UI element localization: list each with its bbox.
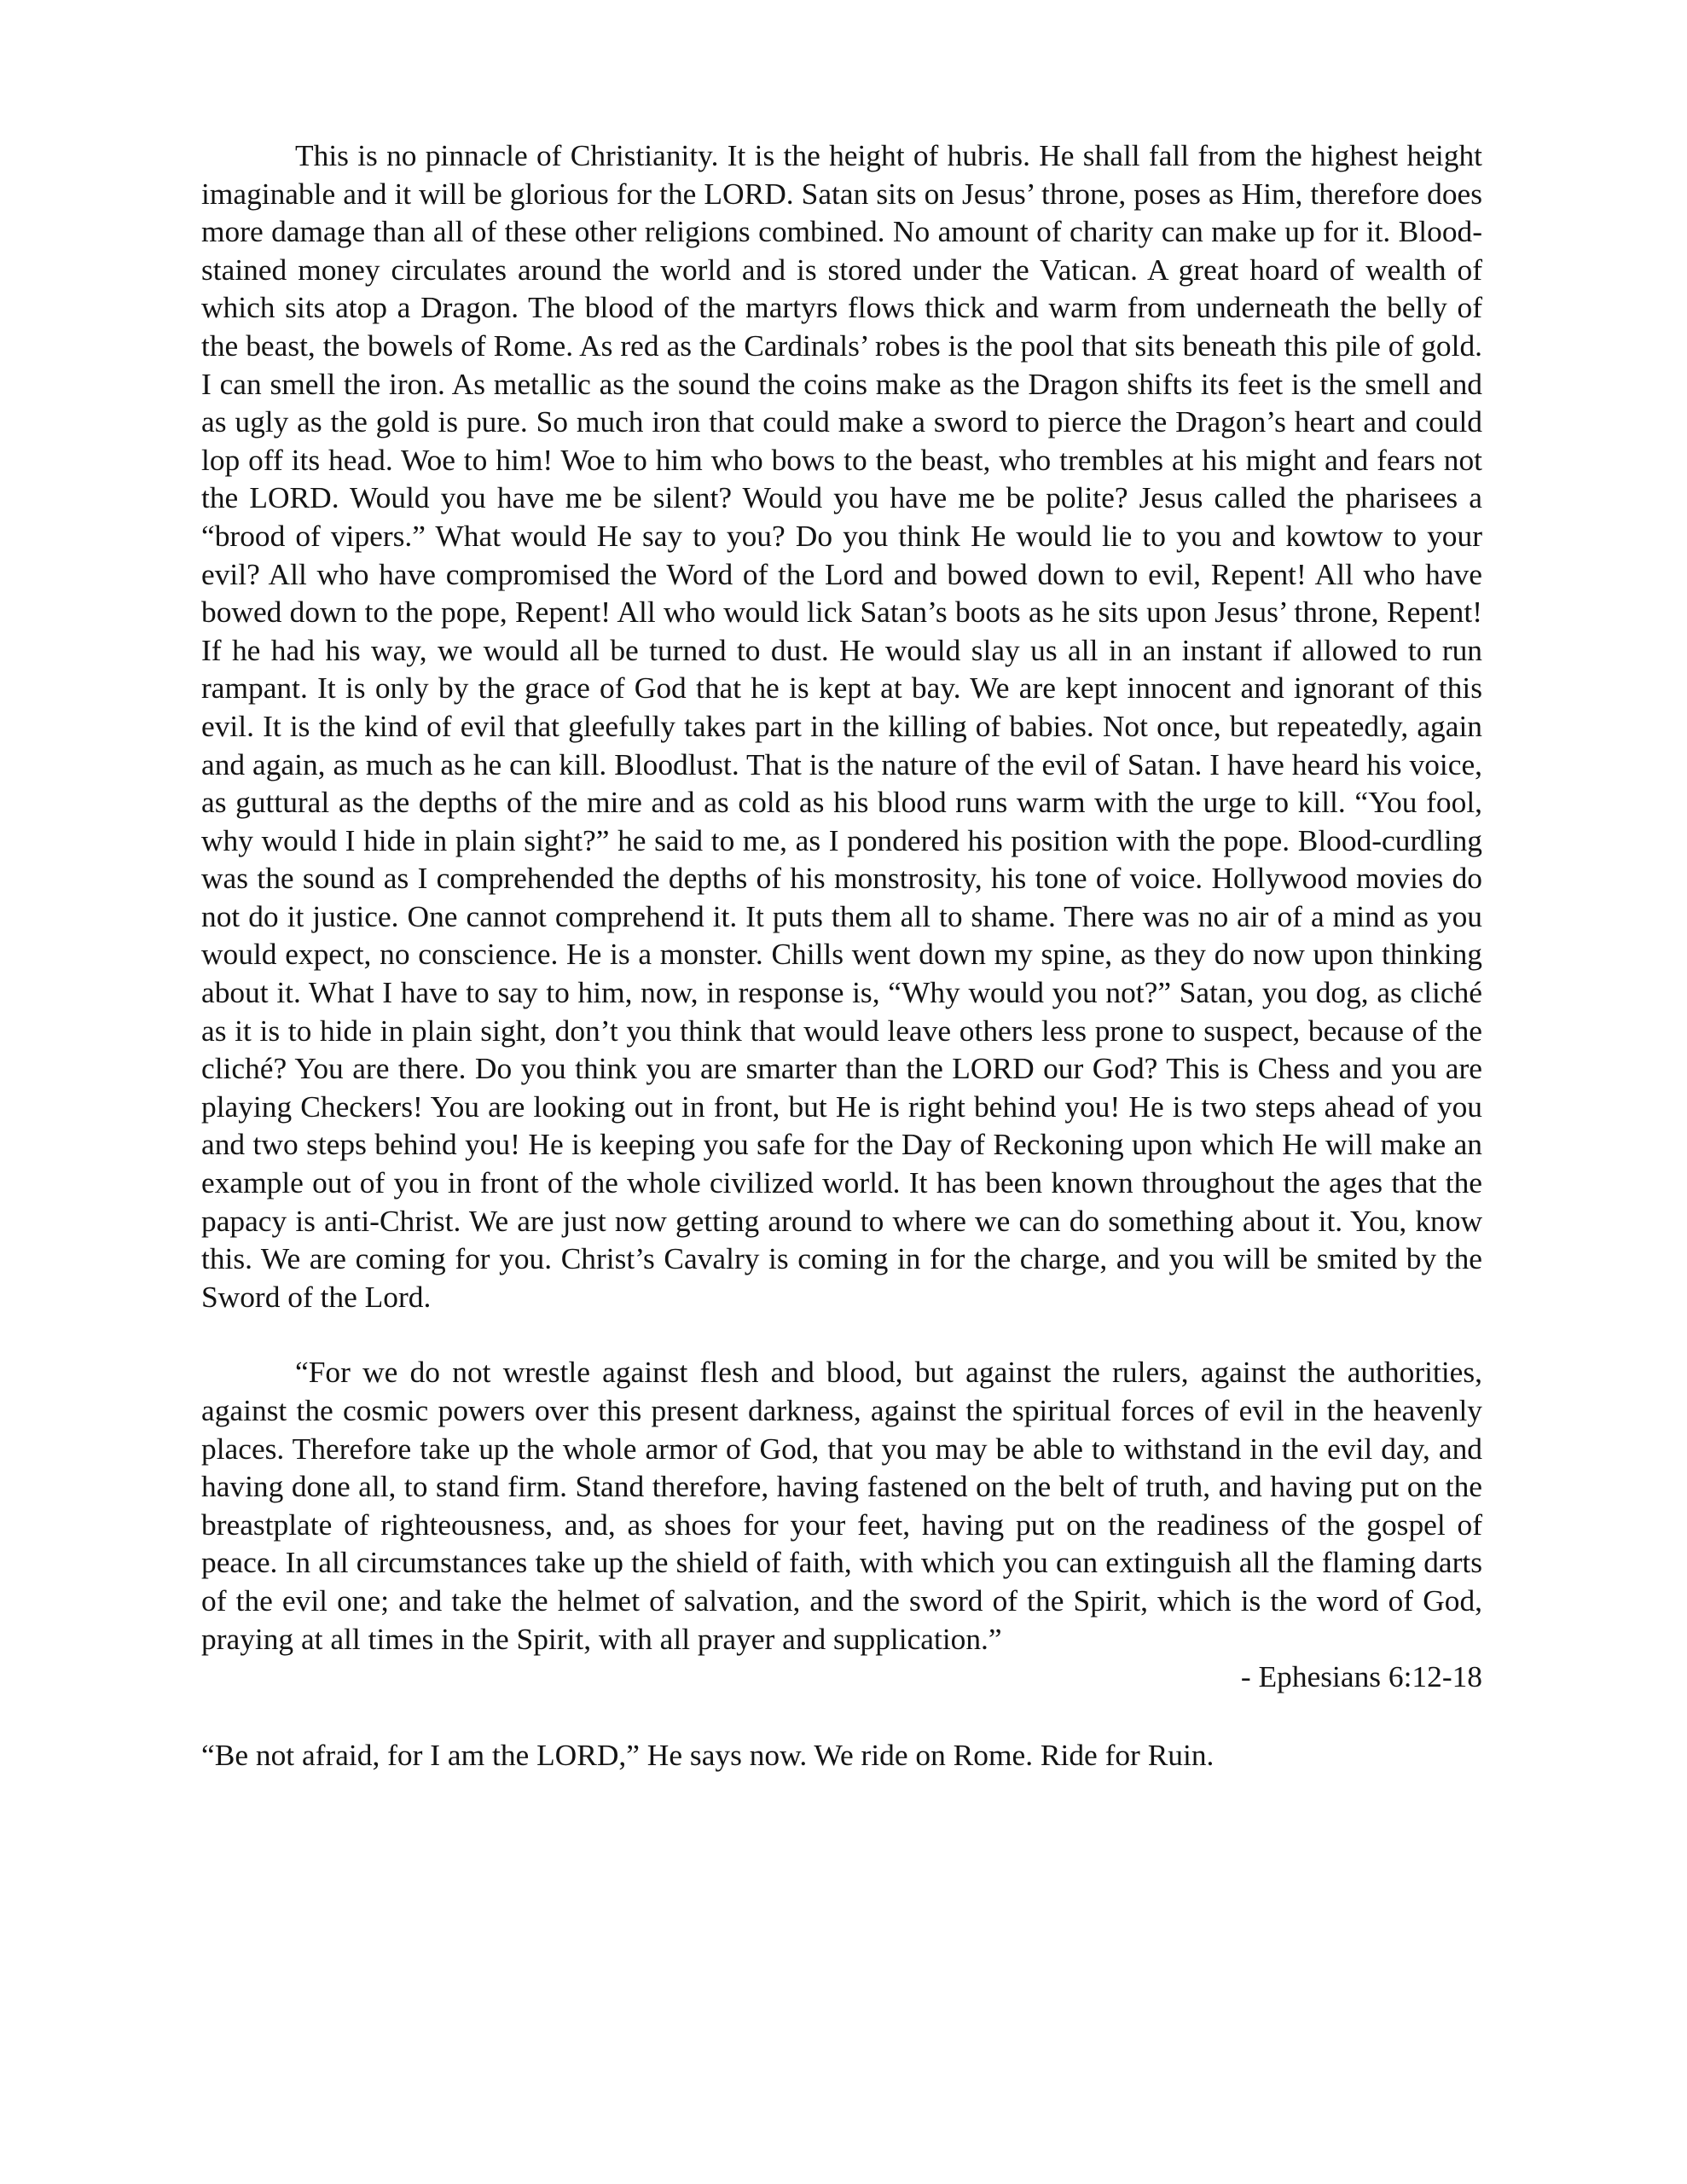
document-page [201, 136, 1482, 1774]
closing-line: “Be not afraid, for I am the LORD,” He says now. We ride on Rome. Ride for Ruin. [201, 1737, 1215, 1772]
quote-attribution: - Ephesians 6:12-18 [1240, 1659, 1482, 1694]
scripture-quote: “For we do not wrestle against flesh and blood, but against the rulers, against the authorities, against the cosmic powers over this present darkness, against the spiritual forces of evil in the heavenly places. Therefore take up the whole armor of God, that you may be able to withstand in the evil day, and having done all, to stand firm. Stand therefore, having fastened on the belt of truth, and having put on the breastplate of righteousness, and, as shoes for your feet, having put on the readiness of the gospel of peace. In all circumstances take up the shield of faith, with which you can extinguish all the flaming darts of the evil one; and take the helmet of salvation, and the sword of the Spirit, which is the word of God, praying at all times in the Spirit, with all prayer and supplication.” [201, 1355, 1482, 1656]
body-paragraph: This is no pinnacle of Christianity. It is the height of hubris. He shall fall from the highest height imaginable and it will be glorious for the LORD. Satan sits on Jesus’ throne, poses as Him, therefore does more damage than all of these other religions combined. No amount of charity can make up for it. Blood-stained money circulates around the world and is stored under the Vatican. A great hoard of wealth of which sits atop a Dragon. The blood of the martyrs flows thick and warm from underneath the belly of the beast, the bowels of Rome. As red as the Cardinals’ robes is the pool that sits beneath this pile of gold. I can smell the iron. As metallic as the sound the coins make as the Dragon shifts its feet is the smell and as ugly as the gold is pure. So much iron that could make a sword to pierce the Dragon’s heart and could lop off its head. Woe to him! Woe to him who bows to the beast, who trembles at his might and fears not the LORD. Would you have me be silent? Would you have me be polite? Jesus called the pharisees a “brood of vipers.” What would He say to you? Do you think He would lie to you and kowtow to your evil? All who have compromised the Word of the Lord and bowed down to evil, Repent! All who have bowed down to the pope, Repent! All who would lick Satan’s boots as he sits upon Jesus’ throne, Repent! If he had his way, we would all be turned to dust. He would slay us all in an instant if allowed to run rampant. It is only by the grace of God that he is kept at bay. We are kept innocent and ignorant of this evil. It is the kind of evil that gleefully takes part in the killing of babies. Not once, but repeatedly, again and again, as much as he can kill. Bloodlust. That is the nature of the evil of Satan. I have heard his voice, as guttural as the depths of the mire and as cold as his blood runs warm with the urge to kill. “You fool, why would I hide in plain sight?” he said to me, as I pondered his position with the pope. Blood-curdling was the sound as I comprehended the depths of his monstrosity, his tone of voice. Hollywood movies do not do it justice. One cannot comprehend it. It puts them all to shame. There was no air of a mind as you would expect, no conscience. He is a monster. Chills went down my spine, as they do now upon thinking about it. What I have to say to him, now, in response is, “Why would you not?” Satan, you dog, as cliché as it is to hide in plain sight, don’t you think that would leave others less prone to suspect, because of the cliché? You are there. Do you think you are smarter than the LORD our God? This is Chess and you are playing Checkers! You are looking out in front, but He is right behind you! He is two steps ahead of you and two steps behind you! He is keeping you safe for the Day of Reckoning upon which He will make an example out of you in front of the whole civilized world. It has been known throughout the ages that the papacy is anti-Christ. We are just now getting around to where we can do something about it. You, know this. We are coming for you. Christ’s Cavalry is coming in for the charge, and you will be smited by the Sword of the Lord. [201, 138, 1482, 1314]
